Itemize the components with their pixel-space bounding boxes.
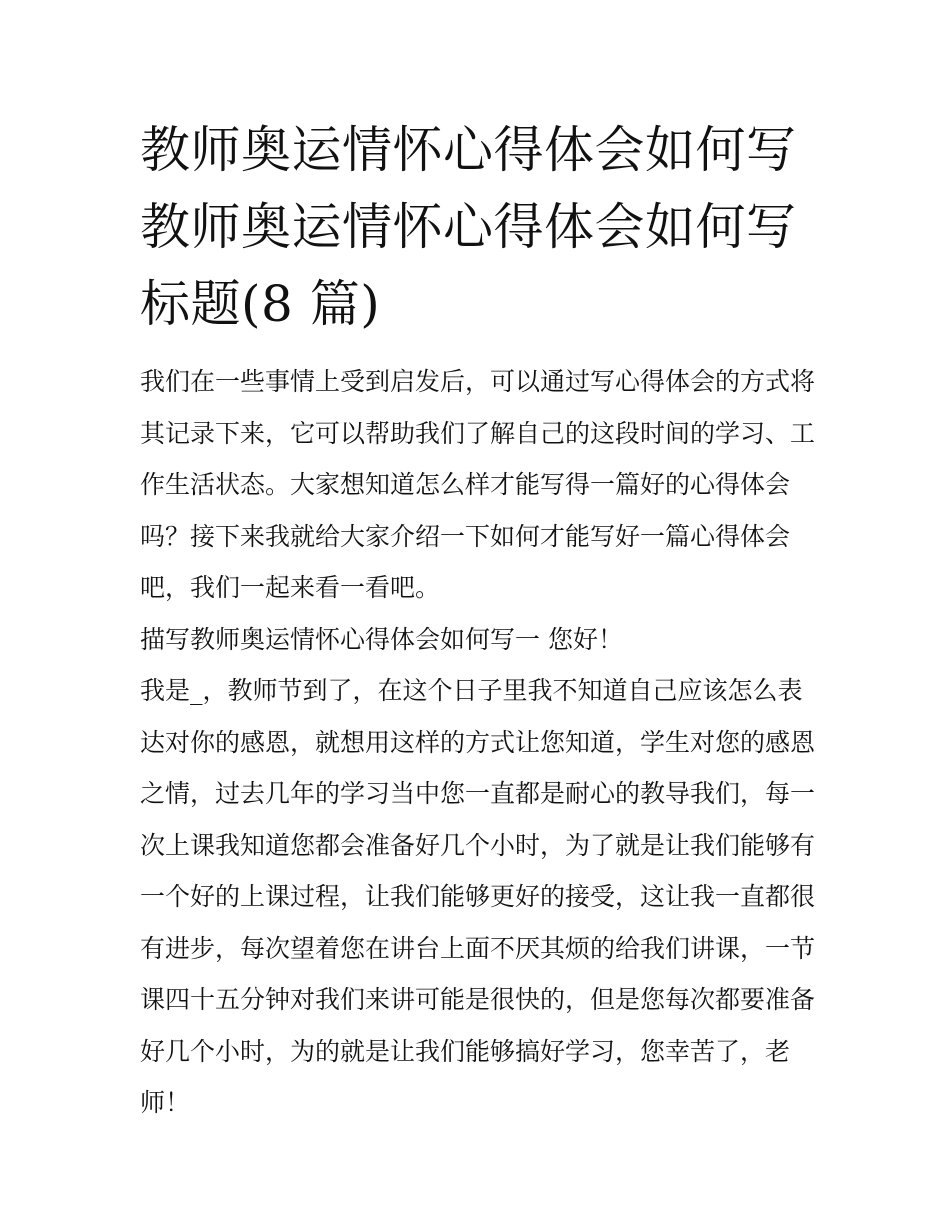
text-line: 师！ [140,1088,191,1117]
document-body [140,356,830,1129]
text-line: 达对你的感恩，就想用这样的方式让您知道，学生对您的感恩 [140,727,816,757]
letter-paragraph [140,665,830,1129]
title-line: 教师奥运情怀心得体会如何写 [140,198,797,256]
text-line: 我们在一些事情上受到启发后，可以通过写心得体会的方式将 [140,367,816,396]
text-line: 次上课我知道您都会准备好几个小时，为了就是让我们能够有 [140,830,816,860]
text-line: 描写教师奥运情怀心得体会如何写一 您好！ [140,624,623,654]
text-line: 吧，我们一起来看一看吧。 [140,573,441,602]
title-line: 标题(8 篇) [140,275,381,333]
text-line: 课四十五分钟对我们来讲可能是很快的，但是您每次都要准备 [140,985,816,1014]
title-line: 教师奥运情怀心得体会如何写 [140,121,797,179]
text-line: 我是_，教师节到了，在这个日子里我不知道自己应该怎么表 [140,676,803,705]
text-line: 一个好的上课过程，让我们能够更好的接受，这让我一直都很 [140,882,816,911]
intro-paragraph [140,356,830,614]
section-heading [140,614,830,666]
text-line: 有进步，每次望着您在讲台上面不厌其烦的给我们讲课，一节 [140,933,816,963]
text-line: 作生活状态。大家想知道怎么样才能写得一篇好的心得体会 [140,470,791,499]
text-line: 好几个小时，为的就是让我们能够搞好学习，您幸苦了，老 [140,1036,791,1066]
text-line: 其记录下来，它可以帮助我们了解自己的这段时间的学习、工 [140,418,816,448]
document-title [140,112,820,343]
text-line: 之情，过去几年的学习当中您一直都是耐心的教导我们，每一 [140,779,816,808]
text-line: 吗？接下来我就给大家介绍一下如何才能写好一篇心得体会 [140,521,791,551]
